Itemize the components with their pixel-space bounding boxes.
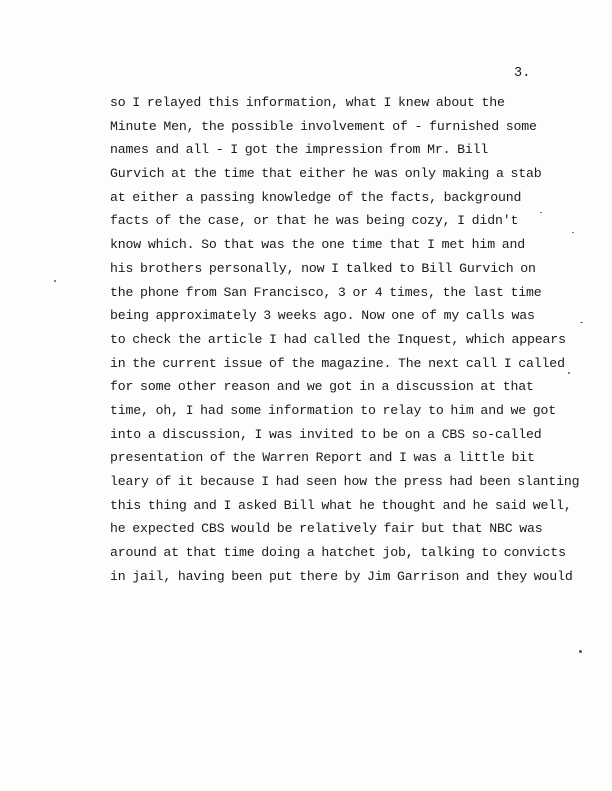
text-line: to check the article I had called the Inquest, which appears [110,331,566,347]
scan-speck [568,372,570,374]
text-line: leary of it because I had seen how the press had been slanting [110,474,580,489]
text-line: he expected CBS would be relatively fair but that NBC was [110,521,543,537]
text-line: the phone from San Francisco, 3 or 4 times, the last time [110,284,542,300]
text-line: his brothers personally, now I talked to Bill Gurvich on [110,260,536,276]
text-line: being approximately 3 weeks ago. Now one of my calls was [110,308,535,324]
text-line: around at that time doing a hatchet job, talking to convicts [110,545,566,561]
text-line: Minute Men, the possible involvement of - furnished some [110,118,537,134]
page-number: 3. [514,66,531,81]
scan-speck [572,232,574,233]
text-line: know which. So that was the one time that I met him and [110,237,526,253]
body-text [110,94,580,591]
scan-speck [54,280,56,282]
text-line: names and all - I got the impression from Mr. Bill [110,142,489,158]
text-line: facts of the case, or that he was being cozy, I didn't [110,213,519,229]
text-line: Gurvich at the time that either he was only making a stab [110,166,542,182]
text-line: this thing and I asked Bill what he thought and he said well, [110,497,572,513]
text-line: in jail, having been put there by Jim Garrison and they would [110,568,573,584]
scan-speck [579,650,582,653]
text-line: into a discussion, I was invited to be on a CBS so-called [110,426,542,442]
text-line: time, oh, I had some information to relay to him and we got [110,402,557,418]
scan-speck [540,212,542,213]
text-line: so I relayed this information, what I knew about the [110,95,505,110]
text-line: at either a passing knowledge of the facts, background [110,189,522,205]
text-line: for some other reason and we got in a discussion at that [110,379,534,395]
text-line: in the current issue of the magazine. The next call I called [110,355,565,371]
text-line: presentation of the Warren Report and I was a little bit [110,450,535,466]
scan-speck [580,322,583,323]
